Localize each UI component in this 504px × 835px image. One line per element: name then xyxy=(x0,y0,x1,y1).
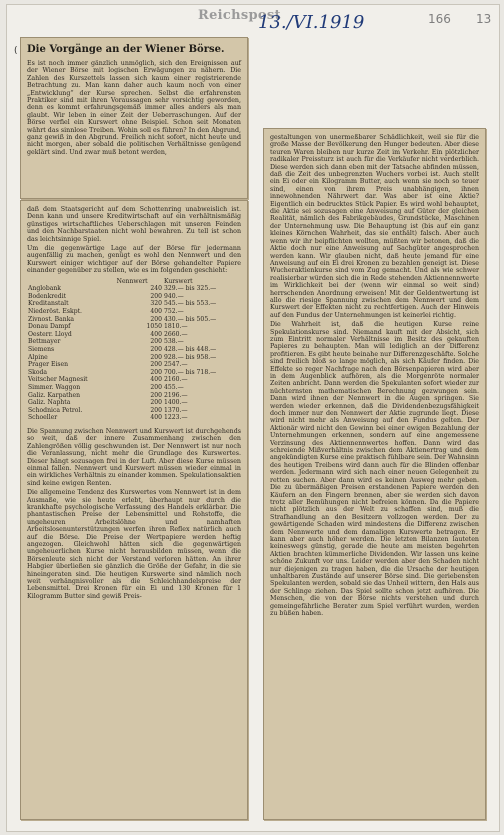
table-cell-company: Schoeller xyxy=(28,414,58,422)
clipping-continuation xyxy=(263,128,486,820)
stock-value-table xyxy=(27,278,241,422)
table-cell-company: Simmer. Waggon xyxy=(28,383,81,391)
table-cell-market: 2547.— xyxy=(164,361,188,369)
table-row xyxy=(27,338,241,346)
table-cell-market: 1370.— xyxy=(164,406,188,414)
table-header-row xyxy=(27,278,241,286)
table-cell-nominal: 200 xyxy=(150,368,163,376)
table-cell-nominal: 200 xyxy=(150,361,163,369)
page-number-secondary: 13 xyxy=(476,12,492,26)
table-cell-market: 1400.— xyxy=(164,399,188,407)
table-row xyxy=(27,300,241,308)
article-paragraph: gestaltungen von unermeßbarer Schädlichkeit, weil sie für die große Masse der Bevölkerung den Hunger bedeuten. Aber diese teuren Waren bleiben nur kurze Zeit im Verkehr. Ein plötzlicher radikaler Preissturz ist auch für die Verkäufer nicht verderblich. Diese werden sich dann eben mit der Tatsache abfinden müssen, daß die Zeit des unbegrenzten Wuchers vorbei ist. Auch stellt ein Ei oder ein Kilogramm Butter, auch wenn sie noch so teuer sind, einen von ihrem Preis unabhängigen, ihnen innewohnenden Nährwert dar. Was aber ist eine Aktie? Eigentlich ein bedrucktes Stück Papier. Es wird wohl behauptet, die Aktie sei sozusagen eine Anweisung auf Güter der gleichen Realität, nämlich des Fabrikgebäudes, Grundstücke, Maschinen der Unternehmung usw. Die Behauptung ist (bis auf ein ganz kleines Körnchen Wahrheit, das sie enthält) falsch. Aber auch wenn wir ihr beipflichten wollten, müßten wir betonen, daß die Aktie doch nur eine Anweisung auf Sachgüter angesprochen werden kann. Wir glauben nicht, daß heute jemand für eine Anweisung auf ein Ei drei Kronen zu bezahlen geneigt ist. Diese Wucheraktienkurse sind vom Zug gemacht. Und als wie schwer realisierbar würden sich die in Rede stehenden Aktiennennwerte im Wirklichkeit bei der (wenn wir einmal so weit sind) herrschenden Anordnung erweisen! Mit der Geldentwertung ist allo die riesige Spannung zwischen dem Nennwert und dem Kurswert der Effekten nicht zu rechtfertigen. Auch der Hinweis auf den Fundus der Unternehmungen ist keinerlei richtig. xyxy=(270,134,479,319)
table-row xyxy=(27,392,241,400)
table-cell-nominal: 200 xyxy=(150,391,163,399)
table-header-market: Kurswert xyxy=(164,277,193,285)
table-cell-nominal: 200 xyxy=(150,338,163,346)
article-paragraph: Um die gegenwärtige Lage auf der Börse für jedermann augenfällig zu machen, genügt es wohl den Nennwert und den Kurswert einiger wichtiger auf der Börse gehandelter Papiere einander gegenüber zu stellen, wie es im folgenden geschieht: xyxy=(27,245,241,275)
table-cell-market: 928.— bis 958.— xyxy=(164,353,217,361)
table-row xyxy=(27,308,241,316)
table-row xyxy=(27,285,241,293)
table-cell-market: 1810.— xyxy=(164,323,188,331)
table-row xyxy=(27,361,241,369)
table-cell-company: Zivnost. Banka xyxy=(28,315,75,323)
handwritten-date: 13./VI.1919 xyxy=(258,12,365,33)
table-cell-nominal: 400 xyxy=(150,376,163,384)
article-paragraph: Die Wahrheit ist, daß die heutigen Kurse reine Spekulationskurse sind. Niemand kauft mit der Absicht, sich zum Eintritt normaler Verhältnisse im Besitz des gekauften Papieres zu behaupten. Man will lediglich an der Differenz profitieren. Es gibt heute beinahe nur Differenzgeschäfte. Solche sind freilich bloß so lange möglich, als sich Käufer finden. Die Effekte so reger Nachfrage nach den Börsenpapieren wird aber in dem Augenblick aufhören, als die Morgenröte normaler Zeiten anbricht. Dann werden die Spekulanten sofort wieder zur nüchternsten mathematischen Berechnung gezwungen sein. Dann wird ihnen der Nennwert in die Augen springen. Sie werden wieder erkennen, daß die Dividendenbezugsfähigkeit doch immer nur den Nennwert der Aktie zugrunde liegt. Diese wird nicht mehr als Anweisung auf den Fundus gelten. Der Aktionär wird nicht den Gewinn bei einer ewigen Bezahlung der Unternehmungen erkennen, sondern auf eine angemessene Verzinsung des Aktiennennwertes hoffen. Dann wird das schreiende Mißverhältnis zwischen dem Aktienertrag und dem angekündigten Kurse eine praktisch fühlbare sein. Der Wahnsinn des heutigen Treibens wird dann auch für die Blinden offenbar werden. Jedermann wird sich nach einer neuen Gelegenheit zu retten suchen. Aber dann wird es keinen Ausweg mehr geben. Die zu übermäßigen Preisen erstandenen Papiere werden den Käufern an den Fingern brennen, aber sie werden sich davon trotz aller Bemühungen nicht befreien können. Da die Papiere nicht plötzlich aus der Welt zu schaffen sind, muß die Strafhandlung an den Besitzern vollzogen werden. Der zu gewärtigende Schaden wird mindestens die Differenz zwischen dem Nennwerte und dem damaligen Kurswerte betragen. Er kann aber auch höher werden. Die letzten Bilanzen lauteten keineswegs günstig, gerade die heute am meisten begehrten Aktien brachten kümmerliche Dividenden. Wir lassen uns keine schöne Zukunft vor uns. Leider werden aber den Schaden nicht nur diejenigen zu tragen haben, die die Ursache der heutigen unhaltbaren Zustände auf unserer Börse sind. Die geriebensten Spekulanten werden, sobald sie das Unheil wittern, den Hals aus der Schlinge ziehen. Das Spiel sollte schon jetzt aufhören. Die Menschen, die von der Börse nichts verstehen und durch gemeingefährliche Berater zum Spiel verführt wurden, werden zu büßen haben. xyxy=(270,321,479,617)
table-cell-nominal: 200 xyxy=(150,406,163,414)
table-cell-company: Veitscher Magnesit xyxy=(28,376,88,384)
table-cell-market: 2196.— xyxy=(164,391,188,399)
table-cell-market: 455.— xyxy=(164,383,184,391)
table-cell-company: Siemens xyxy=(28,346,55,353)
table-cell-market: 752.— xyxy=(164,308,184,316)
table-row xyxy=(27,323,241,331)
table-row xyxy=(27,331,241,339)
table-cell-nominal: 200 xyxy=(150,315,163,323)
table-cell-market: 538.— xyxy=(164,338,184,346)
article-paragraph: Die allgemeine Tendenz des Kurswertes vom Nennwert ist in dem Ausmaße, wie sie heute erlebt, überhaupt nur durch die krankhafte psychologische Verfassung des Handels erklärbar. Die phantastischen Preise der Lebensmittel und Rohstoffe, die ungeheuren Arbeitslöhne und namhaften Arbeitslosenunterstützungen werfen ihren Reflex natürlich auch auf die Börse. Die Preise der Wertpapiere werden heftig angezogen. Gleichwohl hätten sich die gegenwärtigen ungeheuerlichen Kurse nicht herausbilden müssen, wenn die Börsenleute sich nicht der Verstand verloren hätten. An ihrer Habgier überließen sie gänzlich die Größe der Gefahr, in die sie hineingeraten sind. Die heutigen Kurswerte sind nämlich noch weit verhängnisvoller als die Schleichhandelspreise der Lebensmittel. Drei Kronen für ein Ei und 130 Kronen für 1 Kilogramm Butter sind gewiß Preis- xyxy=(27,489,241,600)
table-cell-market: 545.— bis 553.— xyxy=(164,300,217,308)
table-cell-market: 329.— bis 325.— xyxy=(164,285,217,293)
table-cell-company: Donau Dampf xyxy=(28,323,71,331)
margin-mark: ( xyxy=(14,46,18,56)
table-cell-nominal: 400 xyxy=(150,330,163,338)
table-row xyxy=(27,384,241,392)
table-cell-company: Galiz. Naphta xyxy=(28,399,71,407)
table-cell-company: Anglobank xyxy=(28,285,61,293)
table-row xyxy=(27,354,241,362)
table-cell-nominal: 200 xyxy=(150,353,163,361)
table-row xyxy=(27,293,241,301)
table-row xyxy=(27,407,241,415)
table-row xyxy=(27,346,241,354)
article-paragraph: Es ist noch immer gänzlich unmöglich, sich den Ereignissen auf der Wiener Börse mit logischen Erwägungen zu nähern. Die Zahlen des Kurszettels lassen sich kaum einer registrierende Betrachtung zu. Man kann daher auch kaum noch von einer „Entwicklung“ der Kurse sprechen. Selbst die erfahrensten Praktiker sind mit ihren Voraussagen sehr vorsichtig geworden, denn es kommt erfahrungsgemäß immer alles anders als man glaubt. Wir leben in einer Zeit der Ueberraschungen. Auf der Börse verfiel ein Kurswert ohne Beispiel. Schon seit Monaten währt das sinnlose Treiben. Wohin soll es führen? In den Abgrund, ganz gewiß in den Abgrund. Freilich nicht sofort, nicht heute und nicht morgen, aber sobald die politischen Verhältnisse genügend geklärt sind. Und zwar muß betont werden, xyxy=(27,60,241,156)
table-cell-nominal: 400 xyxy=(150,414,163,422)
table-cell-nominal: 1050 xyxy=(146,323,163,331)
article-title: Die Vorgänge an der Wiener Börse. xyxy=(27,44,225,55)
table-header-company xyxy=(27,278,116,286)
table-cell-nominal: 200 xyxy=(150,399,163,407)
table-cell-market: 940.— xyxy=(164,292,184,300)
page-number: 166 xyxy=(428,12,451,26)
table-cell-company: Niederöst. Eskpt. xyxy=(28,308,82,316)
table-cell-company: Bettmayer xyxy=(28,338,61,346)
table-cell-nominal: 200 xyxy=(150,292,163,300)
table-cell-market: 1223.— xyxy=(164,414,188,422)
article-paragraph: Die Spannung zwischen Nennwert und Kurswert ist durchgehends so weit, daß der innere Zusammenhang zwischen den Zahlengrößen völlig geschwunden ist. Der Nennwert ist nur noch die Veranlassung, nicht mehr die Grundlage des Kurswertes. Dieser hängt sozusagen frei in der Luft. Aber diese Kurse müssen einmal fallen. Nennwert und Kurswert müssen wieder einmal in ein wirkliches Verhältnis zu einander kommen. Spekulationsaktien sind keine ewigen Renten. xyxy=(27,427,241,487)
table-cell-market: 2660.— xyxy=(164,330,188,338)
table-cell-market: 2160.— xyxy=(164,376,188,384)
table-header-nominal: Nennwert xyxy=(116,277,148,285)
table-cell-nominal: 400 xyxy=(150,308,163,316)
table-cell-company: Bodenkredit xyxy=(28,292,67,300)
newspaper-stamp: Reichspost xyxy=(198,8,281,23)
table-cell-company: Galiz. Karpathen xyxy=(28,391,81,399)
table-cell-market: 700.— bis 718.— xyxy=(164,368,217,376)
table-cell-nominal: 200 xyxy=(150,383,163,391)
table-row xyxy=(27,414,241,422)
table-cell-company: Skoda xyxy=(28,368,48,376)
table-cell-market: 430.— bis 505.— xyxy=(164,315,217,323)
clipping-article-header xyxy=(20,37,248,199)
table-cell-company: Alpine xyxy=(28,353,48,361)
article-paragraph: daß dem Staatsgericht auf dem Schottenring unabweislich ist. Denn kann und unsere Kreditwirtschaft auf ein verhältnismäßig günstiges wirtschaftliches Ueberschlagen mit unseren Feinden und den Nachbarstaaten nicht wohl bewahren. Zu tell ist schon das leichtsinnige Spiel. xyxy=(27,206,241,243)
table-cell-company: Kreditanstalt xyxy=(28,300,69,308)
table-cell-nominal: 320 xyxy=(150,300,163,308)
table-row xyxy=(27,376,241,384)
table-cell-company: Schodnica Petrol. xyxy=(28,406,83,414)
table-row xyxy=(27,399,241,407)
table-cell-company: Prager Eisen xyxy=(28,361,69,369)
table-cell-market: 428.— bis 448.— xyxy=(164,346,217,353)
table-row xyxy=(27,369,241,377)
table-cell-company: Oesterr. Lloyd xyxy=(28,330,72,338)
table-row xyxy=(27,316,241,324)
table-cell-nominal: 200 xyxy=(150,346,163,353)
table-cell-nominal: 240 xyxy=(150,285,163,293)
clipping-stock-table xyxy=(20,200,248,820)
